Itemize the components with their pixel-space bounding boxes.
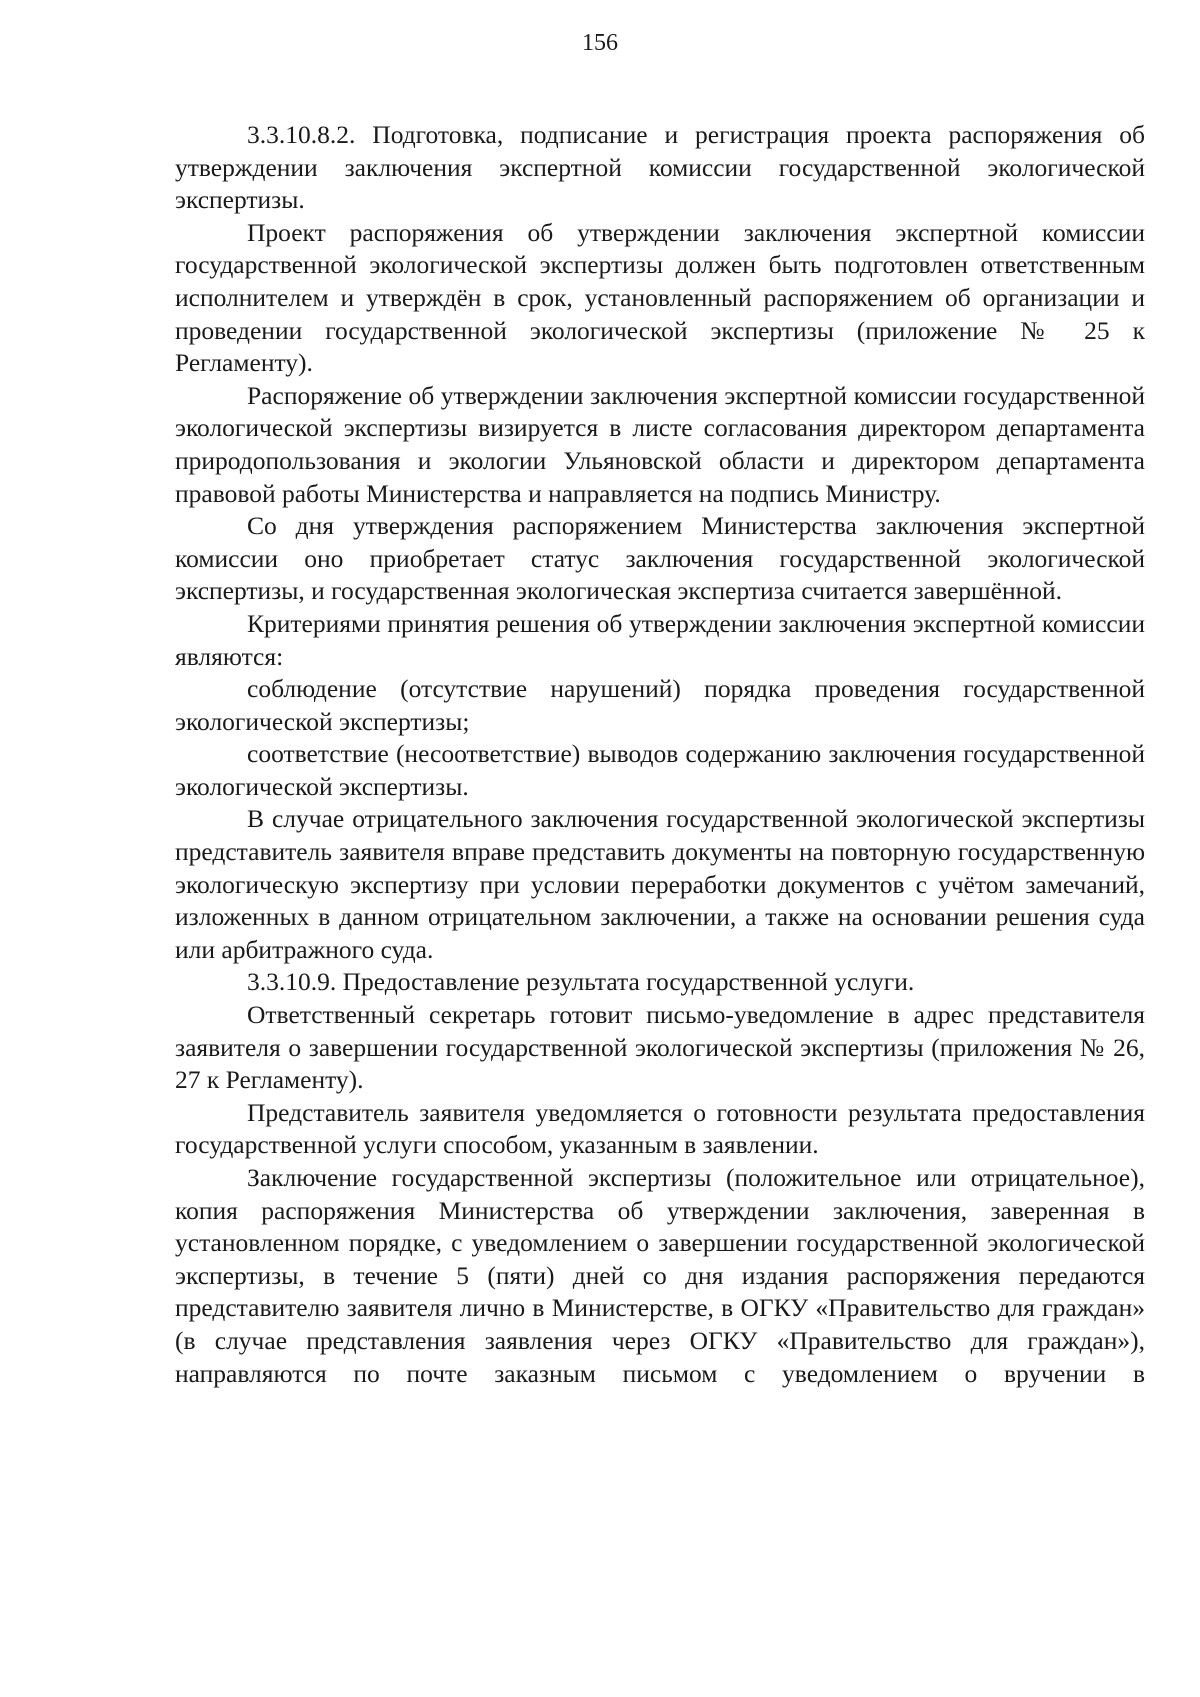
paragraph: Ответственный секретарь готовит письмо-уведомление в адрес представителя заявителя о завершении государственной экологической экспертизы (приложения № 26, 27 к Регламенту).	[175, 1000, 1145, 1095]
paragraph: В случае отрицательного заключения государственной экологической экспертизы представитель заявителя вправе представить документы на повторную государственную экологическую экспертизу при условии переработки документов с учётом замечаний, изложенных в данном отрицательном заключении, а также на основании решения суда или арбитражного суда.	[175, 804, 1145, 964]
paragraph: Распоряжение об утверждении заключения экспертной комиссии государственной экологической экспертизы визируется в листе согласования директором департамента природопользования и экологии Ульяновской области и директором департамента правовой работы Министерства и направляется на подпись Министру.	[175, 380, 1145, 508]
paragraph: Критериями принятия решения об утверждении заключения экспертной комиссии являются:	[175, 608, 1145, 671]
paragraph: Заключение государственной экспертизы (положительное или отрицательное), копия распоряжения Министерства об утверждении заключения, заверенная в установленном порядке, с уведомлением о завершении государственной экологической экспертизы, в течение 5 (пяти) дней со дня издания распоряжения передаются представителю заявителя лично в Министерстве, в ОГКУ «Правительство для граждан» (в случае представления заявления через ОГКУ «Правительство для граждан»), направляются по почте заказным письмом с уведомлением о вручении в	[175, 1163, 1145, 1388]
paragraph-3-3-10-9-heading: 3.3.10.9. Предоставление результата государственной услуги.	[247, 967, 915, 997]
page-number: 156	[582, 30, 618, 56]
document-body	[175, 119, 1145, 1390]
paragraph: Проект распоряжения об утверждении заключения экспертной комиссии государственной экологической экспертизы должен быть подготовлен ответственным исполнителем и утверждён в срок, установленный распоряжением об организации и проведении государственной экологической экспертизы (приложение № 25 к Регламенту).	[175, 217, 1145, 378]
criteria-item: соблюдение (отсутствие нарушений) порядка проведения государственной экологической экспертизы;	[175, 674, 1145, 736]
paragraph: Со дня утверждения распоряжением Министерства заключения экспертной комиссии оно приобретает статус заключения государственной экологической экспертизы, и государственная экологическая экспертиза считается завершённой.	[175, 511, 1145, 606]
criteria-item: соответствие (несоответствие) выводов содержанию заключения государственной экологической экспертизы.	[175, 739, 1145, 801]
paragraph: Представитель заявителя уведомляется о готовности результата предоставления государственной услуги способом, указанным в заявлении.	[175, 1097, 1145, 1160]
paragraph-3-3-10-8-2-heading: 3.3.10.8.2. Подготовка, подписание и регистрация проекта распоряжения об утверждении заключения экспертной комиссии государственной экологической экспертизы.	[175, 120, 1145, 215]
